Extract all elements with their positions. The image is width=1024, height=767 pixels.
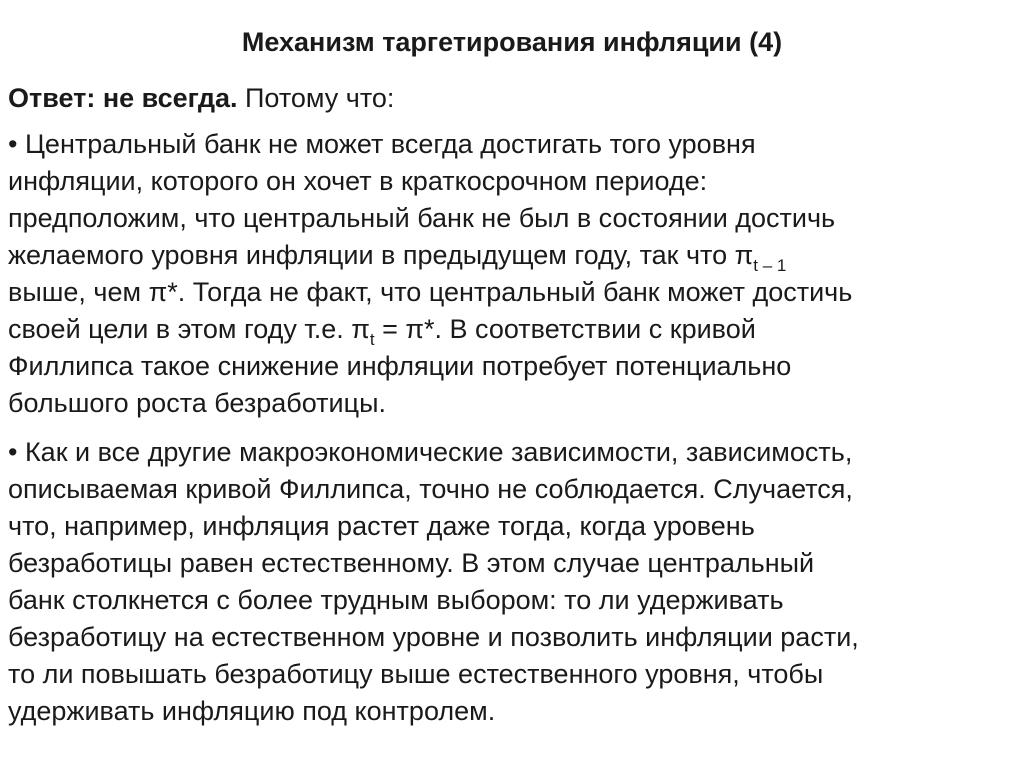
bullet1-line-4-subscript: t – 1 bbox=[753, 256, 787, 275]
bullet1-line-6-text: своей цели в этом году т.е. π bbox=[8, 314, 370, 344]
slide-title: Механизм таргетирования инфляции (4) bbox=[241, 27, 783, 57]
bullet1-line-1: • Центральный банк не может всегда достигать того уровня bbox=[8, 129, 756, 159]
answer-bold: Ответ: не всегда. bbox=[8, 83, 238, 113]
bullet-paragraph-1 bbox=[8, 126, 1008, 422]
answer-line bbox=[8, 80, 1008, 116]
bullet1-line-6-rest: = π*. В соответствии с кривой bbox=[374, 314, 756, 344]
bullet1-line-4 bbox=[8, 237, 1008, 274]
bullet2-line-7: то ли повышать безработицу выше естественного уровня, чтобы bbox=[8, 659, 824, 689]
bullet2-line-8: удерживать инфляцию под контролем. bbox=[8, 696, 496, 726]
bullet2-line-5: банк столкнется с более трудным выбором: то ли удерживать bbox=[8, 585, 784, 615]
bullet1-line-5: выше, чем π*. Тогда не факт, что центральный банк может достичь bbox=[8, 277, 853, 307]
bullet2-line-2: описываемая кривой Филлипса, точно не соблюдается. Случается, bbox=[8, 474, 853, 504]
bullet1-line-2: инфляции, которого он хочет в краткосрочном периоде: bbox=[8, 166, 708, 196]
bullet1-line-3: предположим, что центральный банк не был в состоянии достичь bbox=[8, 203, 836, 233]
bullet-paragraph-2 bbox=[8, 434, 1008, 730]
bullet1-line-4-text: желаемого уровня инфляции в предыдущем году, так что π bbox=[8, 240, 754, 270]
answer-rest: Потому что: bbox=[237, 83, 395, 113]
bullet1-line-6 bbox=[8, 311, 1008, 348]
bullet2-line-3: что, например, инфляция растет даже тогда, когда уровень bbox=[8, 511, 755, 541]
bullet2-line-4: безработицы равен естественному. В этом случае центральный bbox=[8, 548, 815, 578]
bullet1-line-6-subscript: t bbox=[369, 330, 375, 349]
bullet2-line-1: • Как и все другие макроэкономические зависимости, зависимость, bbox=[8, 437, 853, 467]
bullet1-line-8: большого роста безработицы. bbox=[8, 388, 386, 418]
bullet1-line-7: Филлипса такое снижение инфляции потребует потенциально bbox=[8, 351, 792, 381]
bullet2-line-6: безработицу на естественном уровне и позволить инфляции расти, bbox=[8, 622, 859, 652]
